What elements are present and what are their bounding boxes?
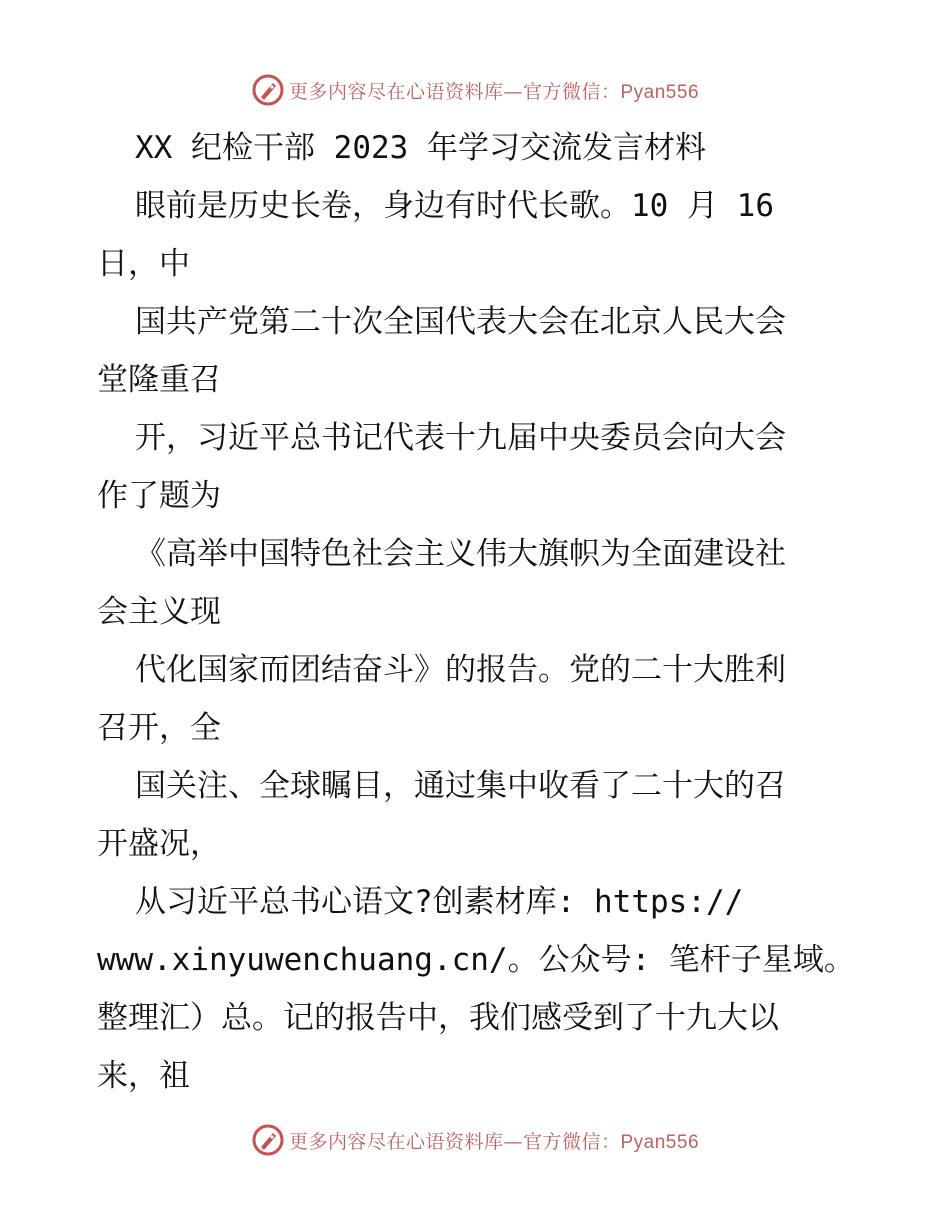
paragraph-line: 从习近平总书心语文?创素材库: https:// <box>135 884 744 920</box>
pen-nib-logo-icon <box>251 73 285 107</box>
header-watermark-banner <box>0 70 950 110</box>
pen-nib-logo-icon <box>251 1123 285 1157</box>
paragraph-line: 眼前是历史长卷，身边有时代长歌。10 月 16 <box>135 188 774 224</box>
paragraph-line: 堂隆重召 <box>97 362 221 398</box>
paragraph-line: 代化国家而团结奋斗》的报告。党的二十大胜利 <box>135 652 786 688</box>
paragraph-line: 来，祖 <box>97 1058 190 1094</box>
paragraph-line: 国共产党第二十次全国代表大会在北京人民大会 <box>135 304 786 340</box>
paragraph-line: 作了题为 <box>97 478 221 514</box>
paragraph-line: 日，中 <box>97 246 190 282</box>
paragraph-line: 召开，全 <box>97 710 221 746</box>
paragraph-line: 开，习近平总书记代表十九届中央委员会向大会 <box>135 420 786 456</box>
paragraph-line: 整理汇）总。记的报告中，我们感受到了十九大以 <box>97 1000 779 1036</box>
document-title: XX 纪检干部 2023 年学习交流发言材料 <box>135 130 706 166</box>
paragraph-line: 会主义现 <box>97 594 221 630</box>
watermark-text: 更多内容尽在心语资料库—官方微信：Pyan556 <box>288 80 700 103</box>
paragraph-line: 《高举中国特色社会主义伟大旗帜为全面建设社 <box>135 536 786 572</box>
paragraph-line: 国关注、全球瞩目，通过集中收看了二十大的召 <box>135 768 786 804</box>
watermark-text: 更多内容尽在心语资料库—官方微信：Pyan556 <box>288 1130 700 1153</box>
paragraph-line: 开盛况， <box>97 826 221 862</box>
paragraph-line: www.xinyuwenchuang.cn/。公众号: 笔杆子星域。 <box>97 942 855 978</box>
footer-watermark-banner <box>0 1120 950 1160</box>
